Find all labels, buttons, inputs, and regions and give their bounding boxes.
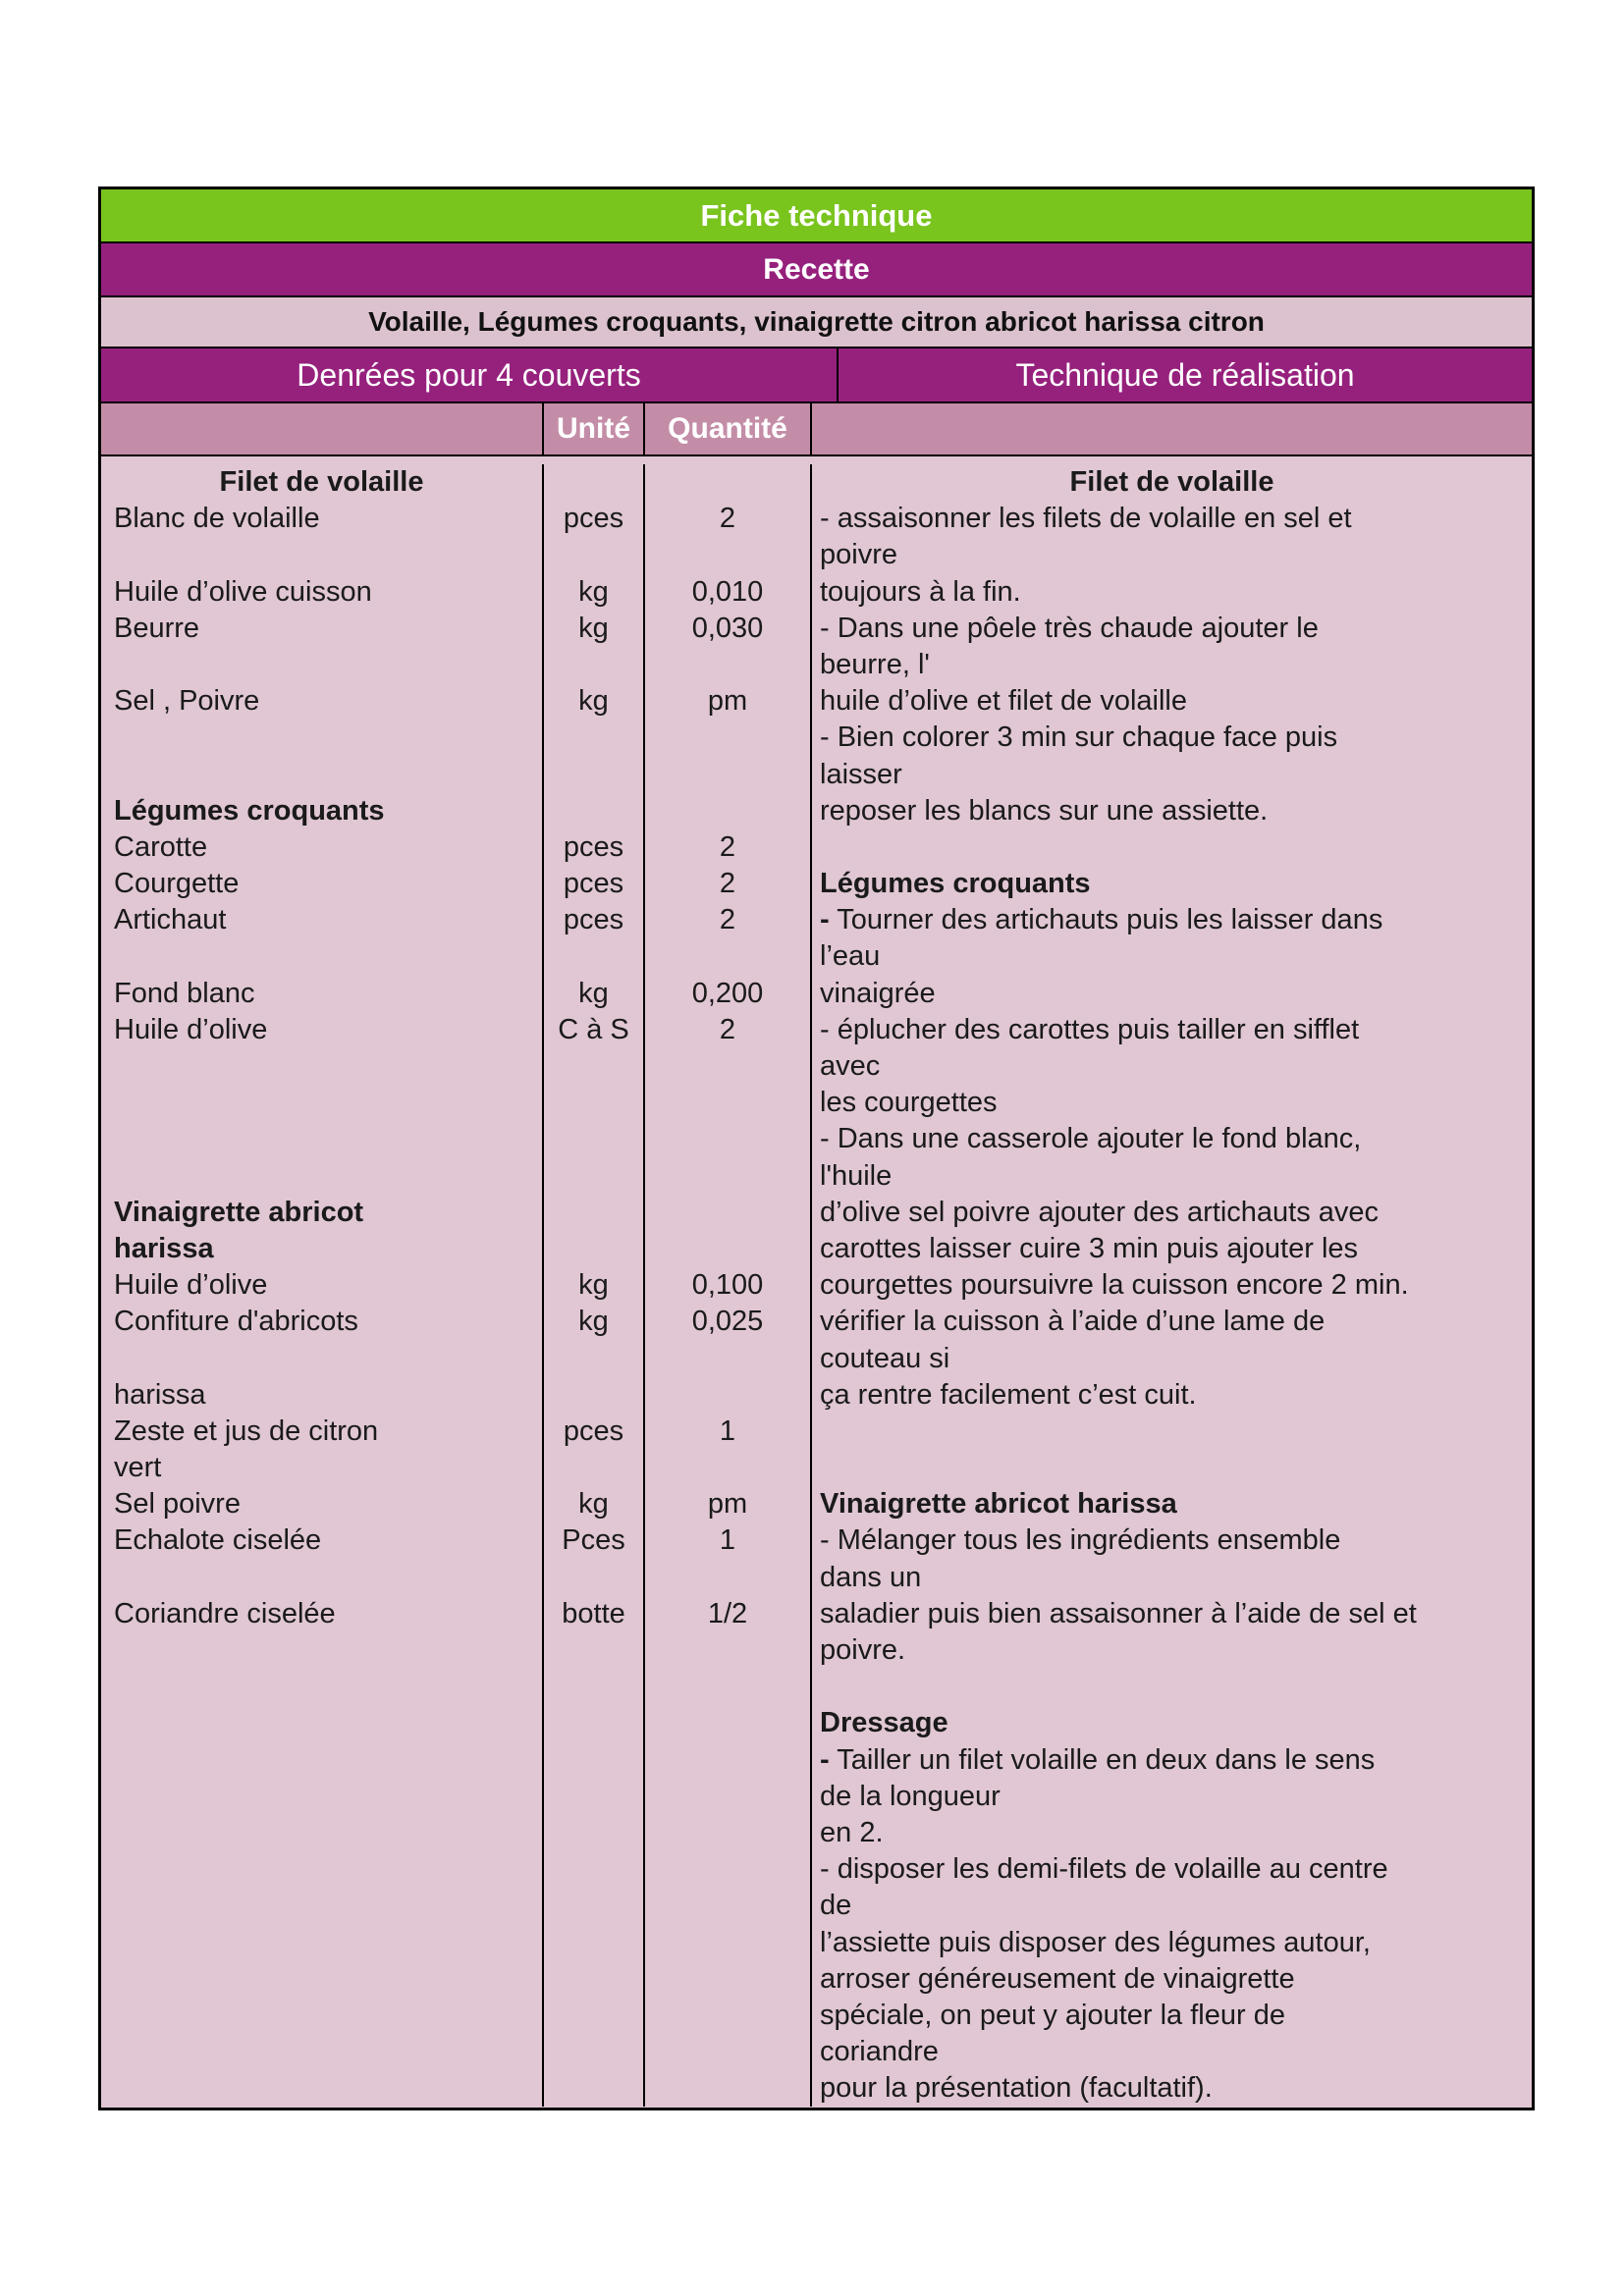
ingredient-cell — [101, 2034, 542, 2070]
technique-cell: - Tailler un filet volaille en deux dans le sens — [810, 1742, 1532, 1779]
unit-cell: pces — [542, 501, 643, 537]
qty-cell — [643, 1560, 810, 1596]
unit-cell — [542, 2070, 643, 2107]
unit-cell — [542, 1998, 643, 2034]
technique-cell: vérifier la cuisson à l’aide d’une lame de — [810, 1304, 1532, 1340]
ingredient-cell — [101, 1998, 542, 2034]
ingredient-cell — [101, 1925, 542, 1961]
ingredient-cell: Confiture d'abricots — [114, 1306, 358, 1338]
qty-cell — [643, 793, 810, 829]
technique-cell: poivre — [810, 537, 1532, 573]
ingredient-cell — [101, 1048, 542, 1085]
ingredient-cell: Huile d’olive — [114, 1013, 268, 1045]
technique-header: Technique de réalisation — [1015, 356, 1355, 393]
qty-cell — [643, 1705, 810, 1741]
technique-cell: carottes laisser cuire 3 min puis ajouter les — [810, 1231, 1532, 1267]
ingredient-cell: Légumes croquants — [114, 794, 385, 827]
quantity-column-header: Quantité — [643, 403, 810, 454]
technique-cell — [810, 1450, 1532, 1486]
technique-cell: saladier puis bien assaisonner à l’aide de sel et — [810, 1596, 1532, 1632]
technique-cell: d’olive sel poivre ajouter des artichauts avec — [810, 1195, 1532, 1231]
qty-cell — [643, 1632, 810, 1669]
unit-cell: C à S — [542, 1012, 643, 1048]
ingredient-column-header-empty — [101, 403, 542, 454]
unit-cell — [542, 1085, 643, 1121]
technique-cell: - Dans une casserole ajouter le fond blanc, — [810, 1121, 1532, 1157]
qty-cell — [643, 2034, 810, 2070]
unit-cell: kg — [542, 1486, 643, 1522]
qty-cell — [643, 1450, 810, 1486]
ingredient-cell — [101, 1669, 542, 1705]
ingredient-cell — [101, 1085, 542, 1121]
technique-cell: Dressage — [810, 1705, 1532, 1741]
technique-cell: pour la présentation (facultatif). — [810, 2070, 1532, 2107]
qty-cell — [643, 647, 810, 683]
recipe-title-band — [101, 297, 1532, 348]
unit-cell — [542, 1669, 643, 1705]
ingredient-cell — [101, 647, 542, 683]
qty-cell — [643, 1888, 810, 1924]
unit-cell — [542, 1815, 643, 1851]
unit-cell — [542, 1121, 643, 1157]
recette-band — [101, 243, 1532, 297]
technique-column-header-empty — [810, 403, 1532, 454]
unit-cell — [542, 1705, 643, 1741]
ingredient-cell: harissa — [114, 1232, 214, 1264]
ingredient-cell: Artichaut — [114, 904, 227, 936]
technique-cell: - éplucher des carottes puis tailler en sifflet — [810, 1012, 1532, 1048]
ingredient-cell: Vinaigrette abricot — [114, 1196, 364, 1228]
unit-cell — [542, 1560, 643, 1596]
technique-cell: poivre. — [810, 1632, 1532, 1669]
unit-cell — [542, 1341, 643, 1377]
qty-cell: 2 — [643, 501, 810, 537]
technique-cell: avec — [810, 1048, 1532, 1085]
ingredient-cell — [101, 938, 542, 975]
ingredient-cell: Coriandre ciselée — [114, 1597, 336, 1629]
unit-cell — [542, 1632, 643, 1669]
ingredient-cell: Huile d’olive cuisson — [114, 575, 372, 608]
unit-cell — [542, 2034, 643, 2070]
technique-header-cell — [837, 348, 1532, 401]
technique-cell — [810, 1414, 1532, 1450]
denrees-header-cell — [101, 348, 837, 401]
technique-cell: beurre, l' — [810, 647, 1532, 683]
ingredient-cell: Courgette — [114, 868, 240, 900]
recipe-title: Volaille, Légumes croquants, vinaigrette citron abricot harissa citron — [368, 306, 1265, 337]
qty-cell: 0,025 — [643, 1304, 810, 1340]
qty-cell: 1 — [643, 1414, 810, 1450]
technique-cell: - Tourner des artichauts puis les laisser dans — [810, 902, 1532, 938]
technique-cell: l’eau — [810, 938, 1532, 975]
section-headers-band — [101, 348, 1532, 403]
technique-cell: ça rentre facilement c’est cuit. — [810, 1377, 1532, 1414]
ingredient-cell: Filet de volaille — [219, 466, 424, 498]
technique-cell: vinaigrée — [810, 976, 1532, 1012]
qty-cell — [643, 1851, 810, 1888]
unit-cell: botte — [542, 1596, 643, 1632]
unit-cell: pces — [542, 866, 643, 902]
technique-cell: de la longueur — [810, 1779, 1532, 1815]
qty-cell — [643, 1961, 810, 1998]
ingredient-cell: Blanc de volaille — [114, 503, 320, 535]
unit-cell — [542, 537, 643, 573]
ingredient-cell: harissa — [114, 1378, 206, 1411]
qty-cell — [643, 1815, 810, 1851]
unit-cell — [542, 1450, 643, 1486]
unit-cell — [542, 1377, 643, 1414]
ingredient-cell: Beurre — [114, 612, 200, 644]
ingredient-cell: Sel poivre — [114, 1488, 241, 1521]
ingredient-cell — [101, 1341, 542, 1377]
technique-cell: coriandre — [810, 2034, 1532, 2070]
qty-cell — [643, 1925, 810, 1961]
qty-cell: 0,100 — [643, 1267, 810, 1304]
technique-cell: - Dans une pôele très chaude ajouter le — [810, 611, 1532, 647]
fiche-technique-table — [98, 187, 1535, 2110]
technique-cell: laisser — [810, 757, 1532, 793]
ingredient-cell — [101, 720, 542, 756]
qty-cell — [643, 537, 810, 573]
ingredient-cell — [101, 1961, 542, 1998]
ingredient-cell — [101, 1815, 542, 1851]
technique-cell: arroser généreusement de vinaigrette — [810, 1961, 1532, 1998]
fiche-technique-title: Fiche technique — [700, 197, 933, 233]
qty-cell — [643, 1779, 810, 1815]
body-grid — [101, 456, 1532, 2107]
technique-cell: - assaisonner les filets de volaille en sel et — [810, 501, 1532, 537]
ingredient-cell — [101, 1560, 542, 1596]
qty-cell: 2 — [643, 866, 810, 902]
technique-cell: couteau si — [810, 1341, 1532, 1377]
ingredient-cell — [101, 1742, 542, 1779]
unit-cell — [542, 1888, 643, 1924]
qty-cell — [643, 938, 810, 975]
unit-cell — [542, 720, 643, 756]
ingredient-cell — [101, 1779, 542, 1815]
qty-cell — [643, 1742, 810, 1779]
technique-cell: spéciale, on peut y ajouter la fleur de — [810, 1998, 1532, 2034]
qty-cell — [643, 757, 810, 793]
qty-cell — [643, 720, 810, 756]
unit-cell: kg — [542, 1304, 643, 1340]
qty-cell — [643, 1341, 810, 1377]
ingredient-cell: vert — [114, 1452, 162, 1484]
column-headers-band — [101, 403, 1532, 456]
qty-cell — [643, 1158, 810, 1195]
ingredient-cell — [101, 1705, 542, 1741]
unit-cell — [542, 1961, 643, 1998]
ingredient-cell — [101, 757, 542, 793]
technique-cell: huile d’olive et filet de volaille — [810, 683, 1532, 720]
qty-cell — [643, 1998, 810, 2034]
ingredient-cell: Huile d’olive — [114, 1269, 268, 1302]
unit-cell — [542, 1048, 643, 1085]
qty-cell — [643, 2070, 810, 2107]
unit-cell — [542, 464, 643, 501]
qty-cell: 2 — [643, 902, 810, 938]
technique-cell: les courgettes — [810, 1085, 1532, 1121]
fiche-technique-band — [101, 189, 1532, 243]
technique-cell: l’assiette puis disposer des légumes autour, — [810, 1925, 1532, 1961]
unit-cell — [542, 1158, 643, 1195]
qty-cell: 0,010 — [643, 574, 810, 611]
qty-cell — [643, 1377, 810, 1414]
unit-cell: pces — [542, 829, 643, 866]
unit-cell: pces — [542, 902, 643, 938]
ingredient-cell — [101, 537, 542, 573]
qty-cell: pm — [643, 683, 810, 720]
technique-cell: en 2. — [810, 1815, 1532, 1851]
ingredient-cell: Echalote ciselée — [114, 1524, 322, 1557]
qty-cell: 0,200 — [643, 976, 810, 1012]
unit-column-header: Unité — [542, 403, 643, 454]
qty-cell: pm — [643, 1486, 810, 1522]
unit-cell: kg — [542, 683, 643, 720]
technique-cell: Filet de volaille — [810, 464, 1532, 501]
unit-cell — [542, 938, 643, 975]
technique-cell: Vinaigrette abricot harissa — [810, 1486, 1532, 1522]
unit-cell: kg — [542, 1267, 643, 1304]
technique-cell: l'huile — [810, 1158, 1532, 1195]
unit-cell — [542, 1195, 643, 1231]
unit-cell: kg — [542, 976, 643, 1012]
technique-cell: toujours à la fin. — [810, 574, 1532, 611]
qty-cell — [643, 1121, 810, 1157]
technique-cell: - disposer les demi-filets de volaille au centre — [810, 1851, 1532, 1888]
qty-cell: 1/2 — [643, 1596, 810, 1632]
ingredient-cell — [101, 1632, 542, 1669]
unit-cell — [542, 1779, 643, 1815]
qty-cell — [643, 1048, 810, 1085]
technique-cell: - Bien colorer 3 min sur chaque face puis — [810, 720, 1532, 756]
ingredient-cell — [101, 1121, 542, 1157]
qty-cell — [643, 464, 810, 501]
technique-cell: courgettes poursuivre la cuisson encore 2 min. — [810, 1267, 1532, 1304]
technique-cell: dans un — [810, 1560, 1532, 1596]
technique-cell — [810, 829, 1532, 866]
technique-cell: reposer les blancs sur une assiette. — [810, 793, 1532, 829]
unit-cell — [542, 1851, 643, 1888]
unit-cell: kg — [542, 611, 643, 647]
ingredient-cell — [101, 1888, 542, 1924]
unit-cell: kg — [542, 574, 643, 611]
qty-cell: 2 — [643, 829, 810, 866]
ingredient-cell: Fond blanc — [114, 977, 255, 1009]
unit-cell: pces — [542, 1414, 643, 1450]
qty-cell: 2 — [643, 1012, 810, 1048]
technique-cell — [810, 1669, 1532, 1705]
recette-label: Recette — [763, 252, 870, 286]
ingredient-cell: Zeste et jus de citron — [114, 1415, 379, 1447]
technique-cell: de — [810, 1888, 1532, 1924]
qty-cell — [643, 1085, 810, 1121]
unit-cell — [542, 1925, 643, 1961]
ingredient-cell — [101, 1851, 542, 1888]
qty-cell — [643, 1669, 810, 1705]
technique-cell: - Mélanger tous les ingrédients ensemble — [810, 1522, 1532, 1559]
qty-cell: 1 — [643, 1522, 810, 1559]
qty-cell — [643, 1195, 810, 1231]
ingredient-cell: Sel , Poivre — [114, 685, 260, 718]
unit-cell: Pces — [542, 1522, 643, 1559]
unit-cell — [542, 793, 643, 829]
ingredient-cell: Carotte — [114, 830, 208, 863]
ingredient-cell — [101, 2070, 542, 2107]
unit-cell — [542, 1231, 643, 1267]
unit-cell — [542, 647, 643, 683]
qty-cell: 0,030 — [643, 611, 810, 647]
denrees-header: Denrées pour 4 couverts — [297, 356, 641, 393]
unit-cell — [542, 1742, 643, 1779]
ingredient-cell — [101, 1158, 542, 1195]
qty-cell — [643, 1231, 810, 1267]
technique-cell: Légumes croquants — [810, 866, 1532, 902]
unit-cell — [542, 757, 643, 793]
